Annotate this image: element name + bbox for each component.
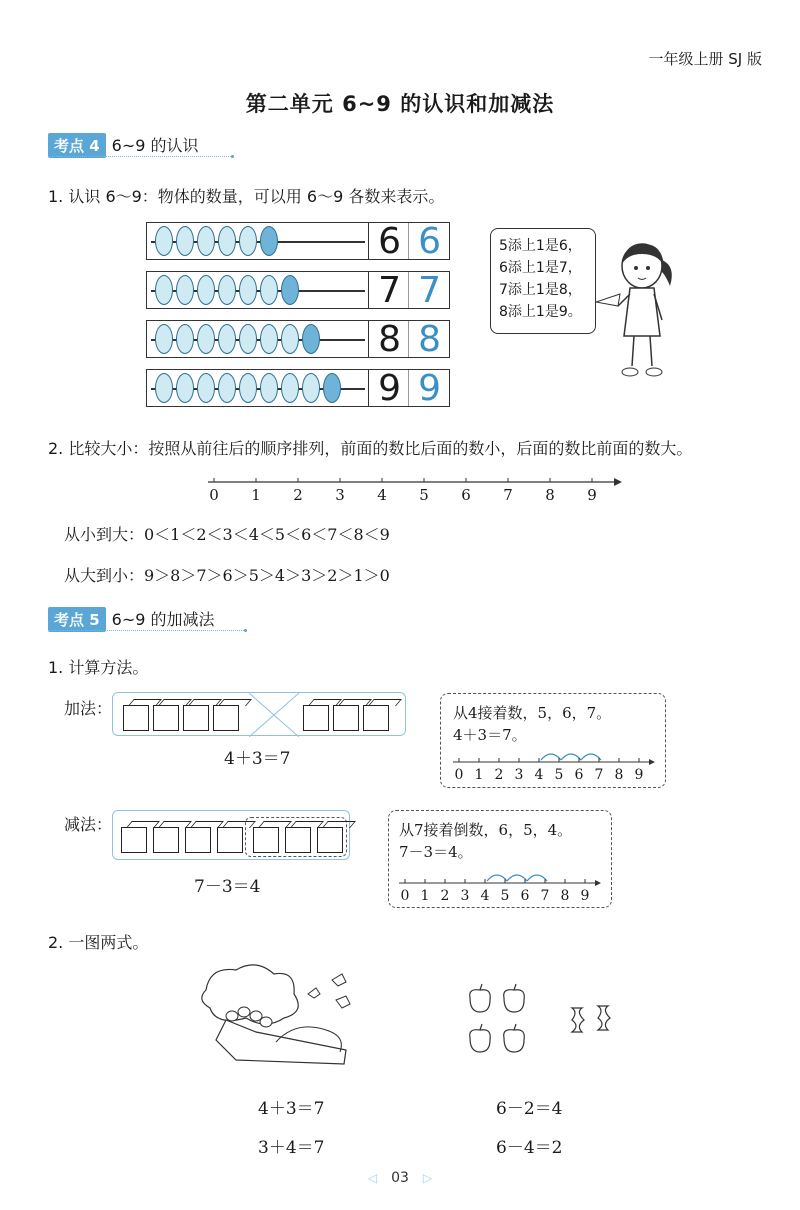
section4-heading bbox=[48, 133, 199, 158]
tick-label: 6 bbox=[574, 767, 584, 783]
section4-title: 6~9 的认识 bbox=[111, 136, 199, 155]
bead bbox=[197, 226, 215, 256]
tick-label: 5 bbox=[554, 767, 564, 783]
tick-label: 2 bbox=[293, 486, 303, 504]
bead bbox=[155, 373, 173, 403]
cube bbox=[123, 705, 149, 731]
tick-label: 7 bbox=[503, 486, 513, 504]
tick-label: 3 bbox=[460, 888, 470, 904]
tick-label: 9 bbox=[580, 888, 590, 904]
tick-label: 0 bbox=[209, 486, 219, 504]
descending-order: 从大到小：9＞8＞7＞6＞5＞4＞3＞2＞1＞0 bbox=[64, 566, 390, 585]
subtraction-cube-group bbox=[112, 810, 350, 860]
bead bbox=[239, 275, 257, 305]
birds-equation-1: 4＋3＝7 bbox=[258, 1099, 325, 1119]
bead-trace-number: 9 bbox=[418, 368, 441, 409]
bead bbox=[197, 324, 215, 354]
cube bbox=[253, 827, 279, 853]
bead bbox=[302, 324, 320, 354]
tick-label: 6 bbox=[520, 888, 530, 904]
cube bbox=[153, 705, 179, 731]
bead-trace-number: 7 bbox=[418, 270, 441, 311]
tick-label: 5 bbox=[500, 888, 510, 904]
speech-bubble bbox=[490, 228, 596, 334]
tick-label: 4 bbox=[377, 486, 387, 504]
edition-label: 一年级上册 SJ 版 bbox=[648, 50, 762, 68]
bead bbox=[176, 373, 194, 403]
cube bbox=[183, 705, 209, 731]
bead bbox=[218, 226, 236, 256]
bead bbox=[155, 275, 173, 305]
bead-row bbox=[146, 320, 450, 358]
merge-arrows bbox=[249, 693, 299, 737]
bubble-line: 5添上1是6， bbox=[499, 238, 582, 254]
bead bbox=[176, 324, 194, 354]
tick-label: 0 bbox=[400, 888, 410, 904]
bead bbox=[260, 226, 278, 256]
apples-equation-1: 6－2＝4 bbox=[496, 1099, 563, 1119]
bubble-line: 7添上1是8， bbox=[499, 282, 582, 298]
tick-label: 3 bbox=[514, 767, 524, 783]
bead-divider bbox=[368, 370, 370, 406]
tick-label: 1 bbox=[420, 888, 430, 904]
tick-label: 7 bbox=[540, 888, 550, 904]
addition-note2: 4＋3＝7。 bbox=[453, 726, 527, 744]
addition-cube-group bbox=[112, 692, 406, 736]
tick-label: 8 bbox=[560, 888, 570, 904]
tick-label: 4 bbox=[480, 888, 490, 904]
section4-dot bbox=[231, 155, 234, 158]
bead bbox=[239, 324, 257, 354]
bead-divider bbox=[368, 223, 370, 259]
bubble-line: 8添上1是9。 bbox=[499, 304, 582, 320]
addition-label: 加法： bbox=[64, 699, 113, 718]
cube bbox=[333, 705, 359, 731]
tick-label: 8 bbox=[614, 767, 624, 783]
bead-row bbox=[146, 271, 450, 309]
section4-item2: 2. 比较大小：按照从前往后的顺序排列，前面的数比后面的数小，后面的数比前面的数大。 bbox=[48, 439, 693, 458]
ascending-order: 从小到大：0＜1＜2＜3＜4＜5＜6＜7＜8＜9 bbox=[64, 525, 390, 544]
cube bbox=[217, 827, 243, 853]
addition-number-line bbox=[449, 740, 659, 784]
bead-trace-number: 8 bbox=[418, 319, 441, 360]
bead bbox=[197, 275, 215, 305]
bubble-line: 6添上1是7， bbox=[499, 260, 582, 276]
bead bbox=[260, 275, 278, 305]
cube bbox=[317, 827, 343, 853]
tick-label: 1 bbox=[474, 767, 484, 783]
bead-trace-number: 6 bbox=[418, 221, 441, 262]
section5-heading bbox=[48, 607, 215, 632]
page-number-text: 03 bbox=[391, 1170, 409, 1186]
subtraction-label: 减法： bbox=[64, 815, 113, 834]
bead-number: 7 bbox=[378, 270, 401, 311]
prev-arrow-icon: ◁ bbox=[367, 1171, 378, 1185]
tick-label: 2 bbox=[494, 767, 504, 783]
subtraction-number-line bbox=[395, 861, 605, 905]
tick-label: 6 bbox=[461, 486, 471, 504]
bead bbox=[239, 226, 257, 256]
cube bbox=[153, 827, 179, 853]
tick-label: 3 bbox=[335, 486, 345, 504]
subtraction-note1: 从7接着倒数，6，5，4。 bbox=[399, 821, 573, 839]
section5-title: 6~9 的加减法 bbox=[111, 610, 215, 629]
tick-label: 4 bbox=[534, 767, 544, 783]
section4-tag: 考点 4 bbox=[48, 133, 106, 158]
bead-number: 9 bbox=[378, 368, 401, 409]
bead-row bbox=[146, 222, 450, 260]
bead bbox=[155, 226, 173, 256]
cube bbox=[121, 827, 147, 853]
section5-tag: 考点 5 bbox=[48, 607, 106, 632]
page-title: 第二单元 6~9 的认识和加减法 bbox=[245, 92, 555, 116]
addition-equation: 4＋3＝7 bbox=[224, 749, 291, 769]
bead bbox=[239, 373, 257, 403]
tick-label: 5 bbox=[419, 486, 429, 504]
tick-label: 8 bbox=[545, 486, 555, 504]
bead-divider bbox=[368, 272, 370, 308]
bead bbox=[197, 373, 215, 403]
section5-dot bbox=[244, 629, 247, 632]
bead bbox=[155, 324, 173, 354]
bead-divider bbox=[408, 321, 409, 357]
subtraction-note-box bbox=[388, 810, 612, 908]
bead bbox=[260, 373, 278, 403]
addition-note-box bbox=[440, 693, 666, 788]
cube bbox=[285, 827, 311, 853]
bead-divider bbox=[368, 321, 370, 357]
bead bbox=[176, 226, 194, 256]
girl-illustration bbox=[596, 236, 686, 386]
bead bbox=[176, 275, 194, 305]
cube bbox=[185, 827, 211, 853]
tick-label: 7 bbox=[594, 767, 604, 783]
page-number bbox=[0, 1170, 800, 1186]
cube bbox=[303, 705, 329, 731]
addition-note1: 从4接着数，5，6，7。 bbox=[453, 704, 612, 722]
section4-item1: 1. 认识 6～9：物体的数量，可以用 6～9 各数来表示。 bbox=[48, 187, 445, 206]
number-line bbox=[200, 470, 630, 506]
tick-label: 9 bbox=[587, 486, 597, 504]
next-arrow-icon: ▷ bbox=[422, 1171, 433, 1185]
section5-item1: 1. 计算方法。 bbox=[48, 658, 149, 677]
bead bbox=[218, 275, 236, 305]
bead bbox=[281, 324, 299, 354]
cube bbox=[213, 705, 239, 731]
tick-label: 2 bbox=[440, 888, 450, 904]
birds-tree-illustration bbox=[196, 960, 366, 1070]
bead-row bbox=[146, 369, 450, 407]
subtraction-note2: 7－3＝4。 bbox=[399, 843, 473, 861]
bead-number: 8 bbox=[378, 319, 401, 360]
section5-item2: 2. 一图两式。 bbox=[48, 933, 149, 952]
apples-equation-2: 6－4＝2 bbox=[496, 1138, 563, 1158]
bead-number: 6 bbox=[378, 221, 401, 262]
bead bbox=[218, 324, 236, 354]
section4-underline bbox=[48, 156, 233, 157]
bead bbox=[302, 373, 320, 403]
bead bbox=[281, 373, 299, 403]
bead-divider bbox=[408, 223, 409, 259]
cube bbox=[363, 705, 389, 731]
section5-underline bbox=[48, 630, 244, 631]
tick-label: 0 bbox=[454, 767, 464, 783]
bead bbox=[218, 373, 236, 403]
bead-divider bbox=[408, 370, 409, 406]
bead-divider bbox=[408, 272, 409, 308]
subtraction-equation: 7－3＝4 bbox=[194, 877, 261, 897]
tick-label: 1 bbox=[251, 486, 261, 504]
bead bbox=[281, 275, 299, 305]
birds-equation-2: 3＋4＝7 bbox=[258, 1138, 325, 1158]
bead bbox=[323, 373, 341, 403]
bead bbox=[260, 324, 278, 354]
apples-illustration bbox=[460, 980, 630, 1060]
tick-label: 9 bbox=[634, 767, 644, 783]
